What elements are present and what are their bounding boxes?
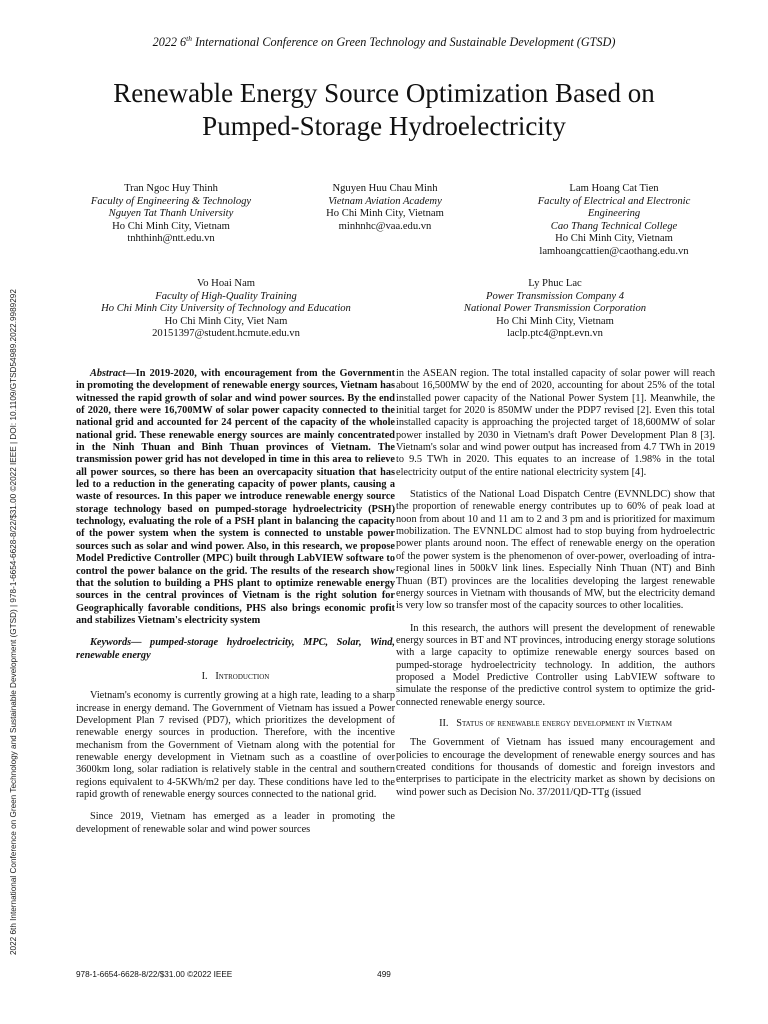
author-email: laclp.ptc4@npt.evn.vn: [507, 328, 603, 340]
author-block-4: [56, 278, 396, 341]
author-block-5: [410, 278, 700, 341]
author-email: minhnhc@vaa.edu.vn: [338, 220, 432, 232]
author-block-2: [270, 183, 500, 233]
author-institution: Cao Thang Technical College: [550, 220, 678, 232]
conference-header-sup: th: [186, 34, 192, 43]
author-location: Ho Chi Minh City, Vietnam: [496, 315, 614, 327]
abstract: [76, 368, 395, 627]
paper-title: [40, 77, 728, 143]
author-name: Nguyen Huu Chau Minh: [332, 183, 438, 194]
paragraph: in the ASEAN region. The total installed capacity of solar power will reach about 16,500MW by the end of 2020, accounting for about 25% of the total installed power capacity of the National Power System [1]. Meanwhile, the initial target for 2020 is 850MW under the PDP7 revised [2]. Even this total installed capacity is approaching the projected target of 18,600MW of solar power installed by 2030 in Vietnam's draft Power Development Plan 8 [3]. Vietnam's solar and wind power output has increased from 4.7 TWh in 2019 to 9.5 TWh in 2020. This equates to an increase of 1.98% in the total electricity output of the entire national electricity system [4].: [396, 368, 715, 478]
section-number: I.: [201, 670, 208, 682]
left-column: [76, 368, 395, 836]
paragraph: Vietnam's economy is currently growing at a high rate, leading to a sharp increase in energy demand. The Government of Vietnam has issued a Power Development Plan 7 revised (PD7), which prioritizes the development of renewable energy sources in production. Therefore, with the incentive mechanism from the Government of Vietnam along with the potential for renewable energy development in Vietnam such as a coastline of over 3600km long, solar radiation is relatively stable in the central and southern regions equivalent to 4-5KWh/m2 per day. These conditions have led to the rapid growth of renewable energy sources connected to the national grid.: [76, 690, 395, 800]
conference-header-pre: 2022 6: [152, 35, 187, 50]
section-heading-introduction: [76, 671, 395, 683]
conference-header: [0, 34, 768, 50]
author-email: lamhoangcattien@caothang.edu.vn: [539, 245, 689, 257]
author-institution: Ho Chi Minh City University of Technology and Education: [101, 303, 351, 315]
author-location: Ho Chi Minh City, Vietnam: [326, 208, 444, 220]
section-heading-status: [396, 718, 715, 730]
author-affiliation: Faculty of High-Quality Training: [155, 290, 297, 302]
paragraph: In this research, the authors will present the development of renewable energy sources in BT and NT provinces, introducing energy storage solutions with a large capacity to optimize renewable energy sources based on pumped-storage hydroelectricity technology. In addition, the authors proposed a Model Predictive Controller using LabVIEW software to simulate the response of the predictive control system to optimize the grid-connected renewable energy source.: [396, 622, 715, 708]
author-affiliation: Faculty of Electrical and Electronic: [537, 195, 691, 207]
abstract-label: Abstract—: [90, 368, 136, 379]
author-block-1: [56, 183, 286, 246]
title-line-2: Pumped-Storage Hydroelectricity: [202, 111, 566, 141]
author-block-3: [499, 183, 729, 259]
author-institution: National Power Transmission Corporation: [463, 303, 647, 315]
author-name: Vo Hoai Nam: [196, 278, 256, 289]
author-name: Ly Phuc Lac: [528, 278, 582, 289]
author-name: Tran Ngoc Huy Thinh: [124, 183, 218, 194]
keywords: Keywords— pumped-storage hydroelectricity, MPC, Solar, Wind, renewable energy: [76, 637, 395, 661]
section-title: Status of renewable energy development in Vietnam: [456, 717, 672, 729]
author-email: tnhthinh@ntt.edu.vn: [127, 233, 215, 245]
author-location: Ho Chi Minh City, Vietnam: [555, 233, 673, 245]
conference-header-post: International Conference on Green Technology and Sustainable Development (GTSD): [191, 35, 616, 50]
author-email: 20151397@student.hcmute.edu.vn: [152, 328, 300, 340]
section-title: Introduction: [215, 670, 270, 682]
paragraph: Since 2019, Vietnam has emerged as a leader in promoting the development of renewable solar and wind power sources: [76, 811, 395, 835]
paragraph: The Government of Vietnam has issued many encouragement and policies to encourage the development of renewable energy sources and has created conditions for thousands of domestic and foreign investors and enterprises to participate in the electricity market as shown by decisions on wind power such as Decision No. 37/2011/QD-TTg (issued: [396, 737, 715, 798]
author-name: Lam Hoang Cat Tien: [569, 183, 659, 194]
author-affiliation-cont: Engineering: [587, 208, 641, 220]
author-affiliation: Power Transmission Company 4: [485, 290, 625, 302]
section-number: II.: [439, 717, 449, 729]
author-location: Ho Chi Minh City, Vietnam: [112, 220, 230, 232]
page-number: 499: [377, 970, 391, 979]
author-affiliation: Faculty of Engineering & Technology: [90, 195, 252, 207]
right-column: [396, 368, 715, 799]
title-line-1: Renewable Energy Source Optimization Based on: [113, 78, 655, 108]
author-institution: Nguyen Tat Thanh University: [108, 208, 234, 220]
abstract-text: In 2019-2020, with encouragement from the Government in promoting the development of renewable energy sources, Vietnam has witnessed the rapid growth of solar and wind power sources. By the end of 2020, there were 16,700MW of solar power capacity connected to the national grid and accounted for 24 percent of the capacity of the whole national grid. These renewable energy sources are mainly concentrated in the Ninh Thuan and Binh Thuan provinces of Vietnam. The transmission power grid has not developed in time in this area to relieve all power sources, so there has been an overcapacity situation that has led to a reduction in the generating capacity of power plants, causing a waste of resources. In this paper we introduce renewable energy source storage technology based on pumped-storage hydroelectricity (PSH) technology, evaluating the role of a PSH plant in balancing the capacity of the power system when the system is connected to unstable power sources such as solar and wind power. Also, in this research, we propose Model Predictive Controller (MPC) built through LabVIEW software to control the power balance on the grid. The results of the research show that the solution to building a PHS plant to optimize renewable energy sources in the central provinces of Vietnam is the right solution for Geographically favorable conditions, PHS also brings economic profit and stabilizes Vietnam's electricity system: [76, 368, 395, 626]
paragraph: Statistics of the National Load Dispatch Centre (EVNNLDC) show that the proportion of renewable energy contributes up to 60% of peak load at noon from about 10 and 11 am to 2 and 3 pm and is prioritized for maximum mobilization. The EVNNLDC almost had to stop buying from hydroelectric power plants around noon. The effect of renewable energy on the operation of the power system is the phenomenon of over-power, overloading of intra-regional lines in 500kV link lines. Especially Ninh Thuan (NT) and Binh Thuan (BT) provinces are the localities developing the largest renewable energy sources in Vietnam with thousands of MW, but the electricity demand is very low so transfer most of the capacity sources to other localities.: [396, 489, 715, 612]
doi-sidebar: 2022 6th International Conference on Green Technology and Sustainable Development (GTSD) | 978-1-6654-6628-8/22/$31.00 ©2022 IEEE | DOI: 10.1109/GTSD54989.2022.9989292: [9, 289, 18, 955]
author-affiliation: Vietnam Aviation Academy: [328, 195, 442, 207]
footer-copyright: 978-1-6654-6628-8/22/$31.00 ©2022 IEEE: [76, 970, 233, 979]
author-location: Ho Chi Minh City, Viet Nam: [164, 315, 288, 327]
